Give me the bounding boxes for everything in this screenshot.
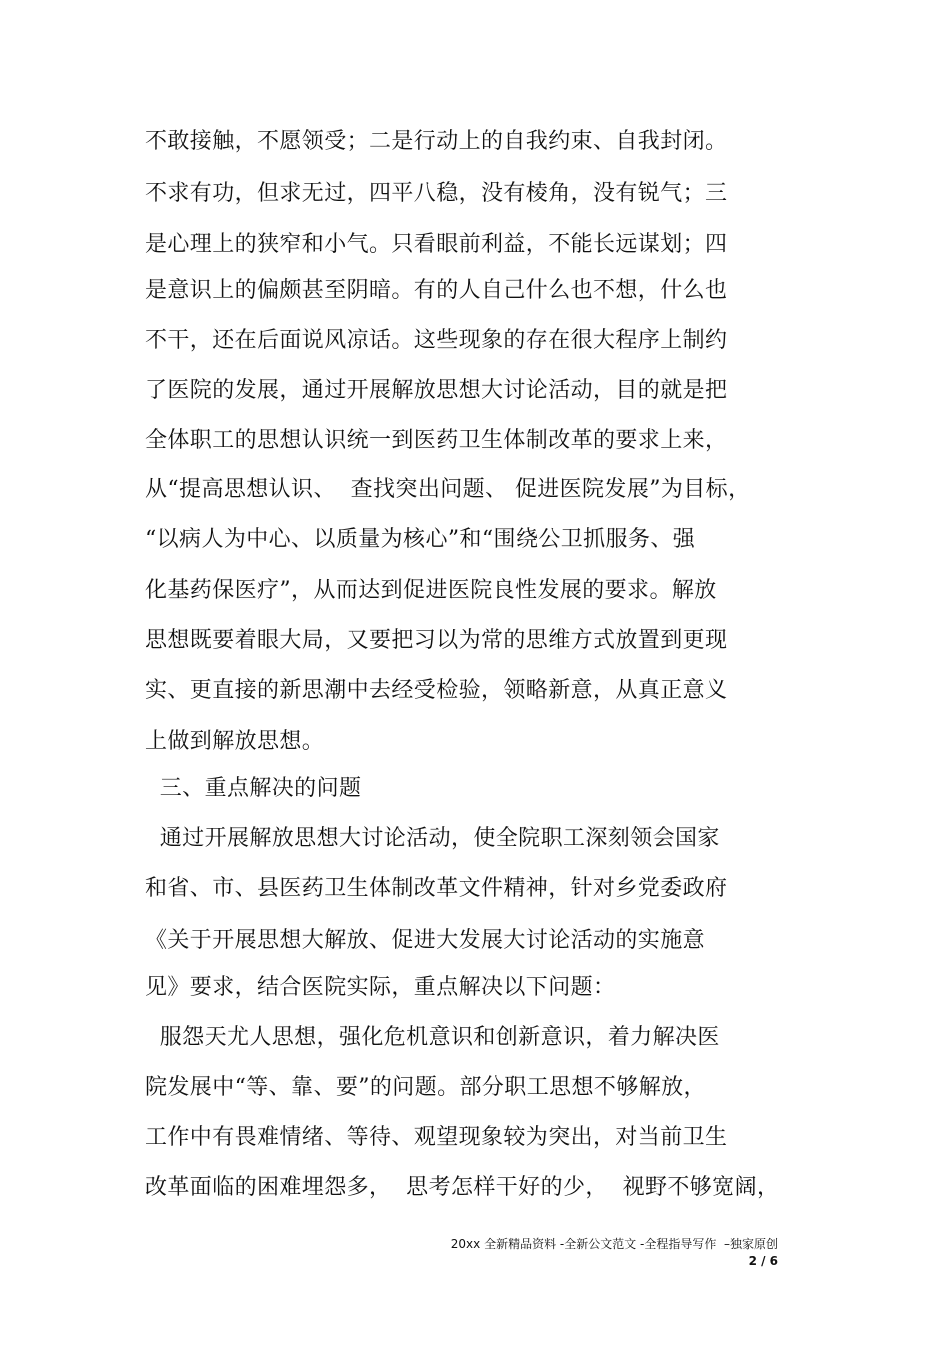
body-text-line: 《关于开展思想大解放、促进大发展大讨论活动的实施意 <box>145 928 706 953</box>
body-text-line: “以病人为中心、以质量为核心”和“围绕公卫抓服务、强 <box>145 527 696 552</box>
body-text-line: 上做到解放思想。 <box>145 729 325 754</box>
body-text-line: 不敢接触，不愿领受；二是行动上的自我约束、自我封闭。 <box>145 129 728 154</box>
body-text-line: 了医院的发展，通过开展解放思想大讨论活动，目的就是把 <box>145 378 728 403</box>
body-text-line: 通过开展解放思想大讨论活动，使全院职工深刻领会国家 <box>145 826 720 851</box>
section-heading: 三、重点解决的问题 <box>145 776 362 801</box>
body-text-line: 实、更直接的新思潮中去经受检验，领略新意，从真正意义 <box>145 678 728 703</box>
footer-text: 20xx 全新精品资料 -全新公文范文 -全程指导写作 –独家原创 <box>450 1237 778 1251</box>
body-text-line: 是意识上的偏颇甚至阴暗。有的人自己什么也不想，什么也 <box>145 278 728 303</box>
body-text-line: 院发展中“等、靠、要”的问题。部分职工思想不够解放， <box>145 1075 706 1100</box>
body-text-line: 思想既要着眼大局，又要把习以为常的思维方式放置到更现 <box>145 628 728 653</box>
page-number: 2 / 6 <box>748 1254 778 1268</box>
body-text-line: 服怨天尤人思想，强化危机意识和创新意识，着力解决医 <box>145 1025 720 1050</box>
body-text-line: 见》要求，结合医院实际，重点解决以下问题： <box>145 975 616 1000</box>
body-text-line: 全体职工的思想认识统一到医药卫生体制改革的要求上来， <box>145 428 728 453</box>
body-text-line: 工作中有畏难情绪、等待、观望现象较为突出，对当前卫生 <box>145 1125 728 1150</box>
body-text-line: 化基药保医疗”，从而达到促进医院良性发展的要求。解放 <box>145 578 717 603</box>
body-text-line: 是心理上的狭窄和小气。只看眼前利益，不能长远谋划；四 <box>145 232 728 257</box>
body-text-line: 从“提高思想认识、 查找突出问题、 促进医院发展”为目标， <box>145 477 751 502</box>
body-text-line: 不求有功，但求无过，四平八稳，没有棱角，没有锐气；三 <box>145 181 728 206</box>
body-text-line: 不干，还在后面说风凉话。这些现象的存在很大程序上制约 <box>145 328 728 353</box>
body-text-line: 和省、市、县医药卫生体制改革文件精神，针对乡党委政府 <box>145 876 728 901</box>
body-text-line: 改革面临的困难埋怨多， 思考怎样干好的少， 视野不够宽阔， <box>145 1175 780 1200</box>
